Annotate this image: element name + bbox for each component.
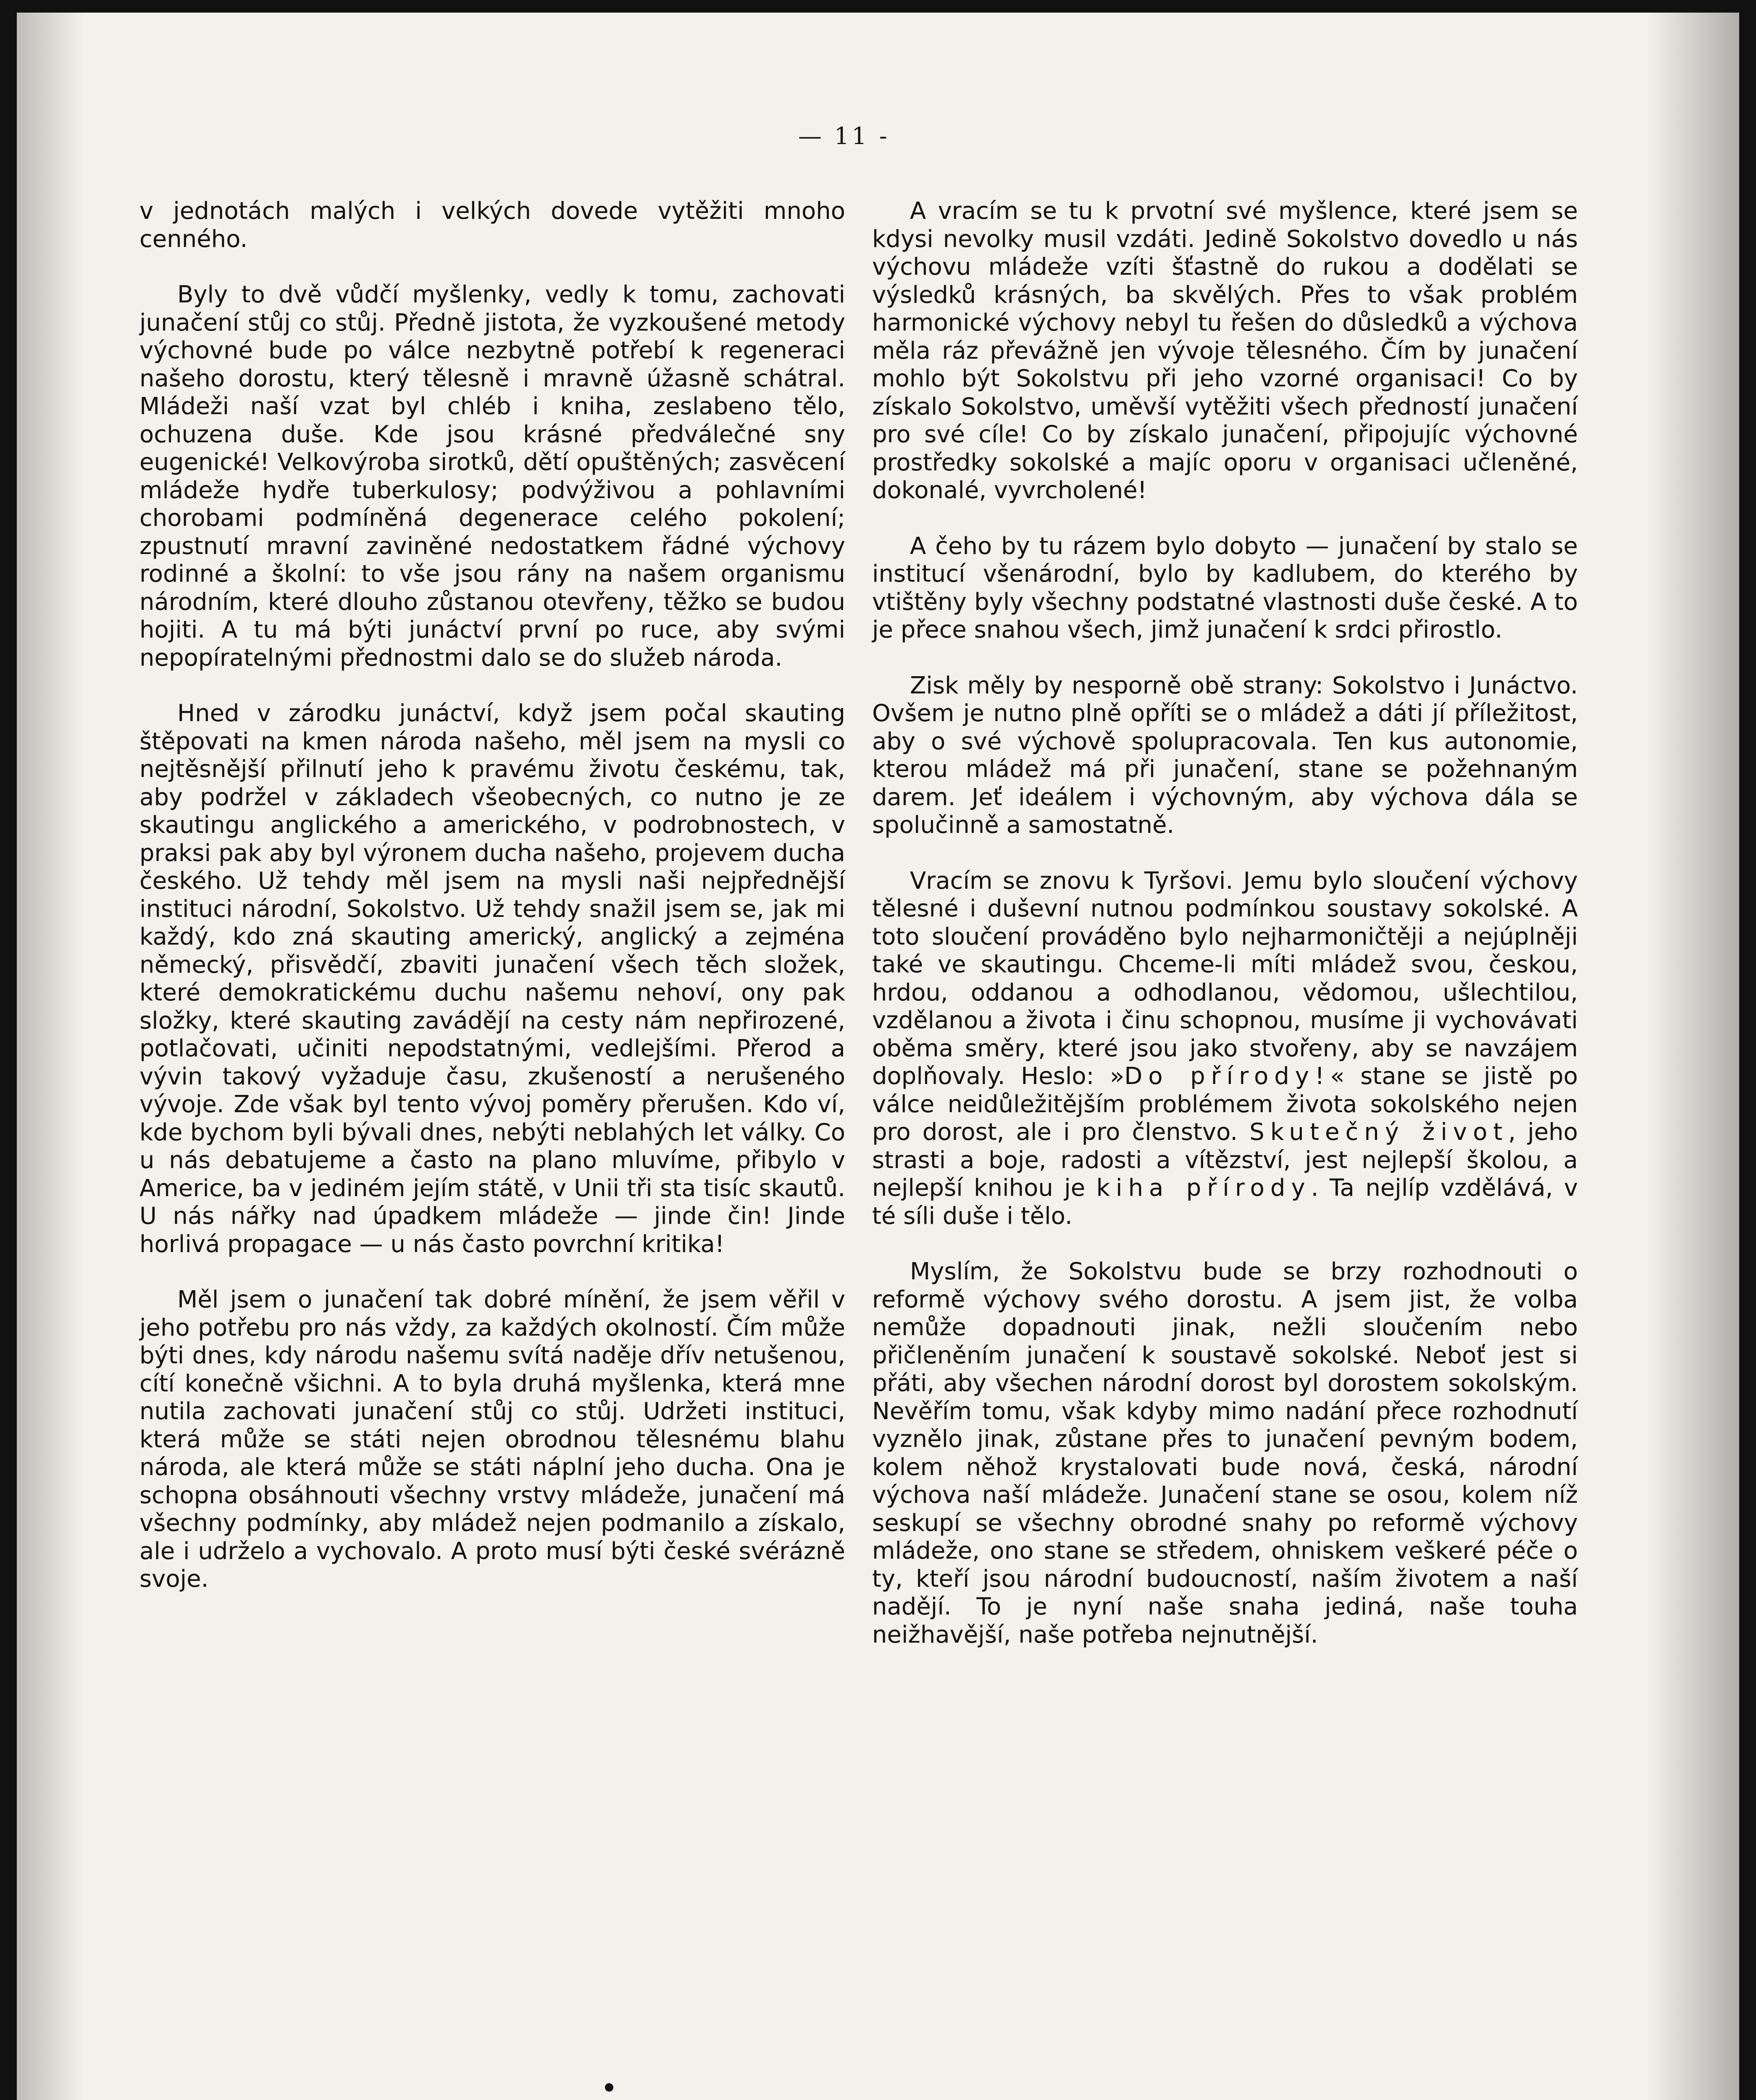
heslo-spaced-text: Do přírody! <box>1124 1063 1330 1090</box>
paragraph-text: . Ta nejlíp vzdělává, v té síli duše i tělo. <box>872 1174 1578 1230</box>
left-paragraph-4: Měl jsem o junačení tak dobré mínění, že jsem věřil v jeho potřebu pro nás vždy, za každých okolností. Čím může býti dnes, kdy národu našemu svítá naděje dřív netušenou, cítí konečně všichni. A to byla druhá myšlenka, která mne nutila zachovati junačení stůj co stůj. Udržeti instituci, která může se státi nejen obrodnou tělesnému blahu národa, ale která může se státi náplní jeho ducha. Ona je schopna obsáhnouti všechny vrstvy mládeže, junačení má všechny podmínky, aby mládež nejen podmanilo a získalo, ale i udrželo a vychovalo. A proto musí býti české svérázně svoje. <box>139 1286 845 1593</box>
right-paragraph-2: A čeho by tu rázem bylo dobyto — junačení by stalo se institucí všenárodní, bylo by kadlubem, do kterého by vtištěny byly všechny podstatné vlastnosti duše české. A to je přece snahou všech, jimž junačení k srdci přirostlo. <box>872 532 1578 643</box>
right-paragraph-1: A vracím se tu k prvotní své myšlence, které jsem se kdysi nevolky musil vzdáti. Jedině Sokolstvo dovedlo u nás výchovu mládeže vzíti šťastně do rukou a dodělati se výsledků krásných, ba skvělých. Přes to však problém harmonické výchovy nebyl tu řešen do důsledků a výchova měla ráz převážně jen vývoje tělesného. Čím by junačení mohlo být Sokolstvu při jeho vzorné organisaci! Co by získalo Sokolstvo, uměvší vytěžiti všech předností junačení pro své cíle! Co by získalo junačení, připojujíc výchovné prostředky sokolské a majíc oporu v organisaci učleněné, dokonalé, vyvrcholené! <box>872 197 1578 504</box>
left-paragraph-1: v jednotách malých i velkých dovede vytěžiti mnoho cenného. <box>139 197 845 253</box>
paragraph-text: Vracím se znovu k Tyršovi. Jemu bylo sloučení výchovy tělesné i duševní nutnou podmínkou soustavy sokolské. A toto sloučení prováděno bylo nejharmoničtěji a nejúplněji také ve skautingu. Chceme-li míti mládež svou, českou, hrdou, oddanou a odhodlanou, vědomou, ušlechtilou, vzdělanou a života i činu schopnou, musíme ji vychovávati oběma směry, které jsou jako stvořeny, aby se navzájem doplňovaly. Heslo: » <box>872 867 1578 1090</box>
scan-shadow-left <box>17 13 84 2100</box>
print-mark <box>605 2083 613 2092</box>
paragraph-text: « stane se jistě po válce neidůležitějším problémem života sokolského nejen pro dorost, ale i pro členstvo. <box>872 1063 1578 1146</box>
scan-shadow-right <box>1647 13 1739 2100</box>
paragraph-text: , jeho strasti a boje, radosti a vítězství, jest nejlepší školou, a nejlepší knihou je <box>872 1118 1578 1202</box>
skutecny-zivot-spaced-text: Skutečný život <box>1249 1118 1509 1146</box>
right-paragraph-3: Zisk měly by nesporně obě strany: Sokolstvo i Junáctvo. Ovšem je nutno plně opříti se o mládež a dáti jí příležitost, aby o své výchově spolupracovala. Ten kus autonomie, kterou mládež má při junačení, stane se požehnaným darem. Jeť ideálem i výchovným, aby výchova dála se spolučinně a samostatně. <box>872 672 1578 839</box>
page-number: — 11 - <box>798 123 890 150</box>
left-paragraph-2: Byly to dvě vůdčí myšlenky, vedly k tomu, zachovati junačení stůj co stůj. Předně jistota, že vyzkoušené metody výchovné bude po válce nezbytně potřebí k regeneraci našeho dorostu, který tělesně i mravně úžasně schátral. Mládeži naší vzat byl chléb i kniha, zeslabeno tělo, ochuzena duše. Kde jsou krásné předválečné sny eugenické! Velkovýroba sirotků, dětí opuštěných; zasvěcení mládeže hydře tuberkulosy; podvýživou a pohlavními chorobami podmíněná degenerace celého pokolení; zpustnutí mravní zaviněné nedostatkem řádné výchovy rodinné a školní: to vše jsou rány na našem organismu národním, které dlouho zůstanou otevřeny, těžko se budou hojiti. A tu má býti junáctví první po ruce, aby svými nepopíratelnými přednostmi dalo se do služeb národa. <box>139 281 845 672</box>
right-column <box>872 197 1578 1677</box>
scanned-page <box>17 13 1739 2100</box>
left-column <box>139 197 845 1621</box>
right-paragraph-5: Myslím, že Sokolstvu bude se brzy rozhodnouti o reformě výchovy svého dorostu. A jsem jist, že volba nemůže dopadnouti jinak, nežli sloučením nebo přičleněním junačení k soustavě sokolské. Neboť jest si přáti, aby všechen národní dorost byl dorostem sokolským. Nevěřím tomu, však kdyby mimo nadání přece rozhodnutí vyznělo jinak, zůstane přes to junačení pevným bodem, kolem něhož krystalovati bude nová, česká, národní výchova naší mládeže. Junačení stane se osou, kolem níž seskupí se všechny obrodné snahy po reformě výchovy mládeže, ono stane se středem, ohniskem veškeré péče o ty, kteří jsou národní budoucností, naším životem a naší nadějí. To je nyní naše snaha jediná, naše touha neižhavější, naše potřeba nejnutnější. <box>872 1258 1578 1648</box>
kniha-prirody-spaced-text: kiha přírody <box>1096 1174 1311 1202</box>
left-paragraph-3: Hned v zárodku junáctví, když jsem počal skauting štěpovati na kmen národa našeho, měl jsem na mysli co nejtěsnější přilnutí jeho k pravému životu českému, tak, aby podržel v základech všeobecných, co nutno je ze skautingu anglického a amerického, v podrobnostech, v praksi pak aby byl výronem ducha našeho, projevem ducha českého. Už tehdy měl jsem na mysli naši nejpřednější instituci národní, Sokolstvo. Už tehdy snažil jsem se, jak mi každý, kdo zná skauting americký, anglický a zejména německý, přisvědčí, zbaviti junačení všech těch složek, které demokratickému duchu našemu nehoví, ony pak složky, které skauting zavádějí na cesty nám nepřirozené, potlačovati, učiniti nepodstatnými, vedlejšími. Přerod a vývin takový vyžaduje času, zkušeností a nerušeného vývoje. Zde však byl tento vývoj poměry přerušen. Kdo ví, kde bychom byli bývali dnes, nebýti neblahých let války. Co u nás debatujeme a často na plano mluvíme, přibylo v Americe, ba v jediném jejím státě, v Unii tři sta tisíc skautů. U nás nářky nad úpadkem mládeže — jinde čin! Jinde horlivá propagace — u nás často povrchní kritika! <box>139 700 845 1258</box>
right-paragraph-4 <box>872 867 1578 1231</box>
